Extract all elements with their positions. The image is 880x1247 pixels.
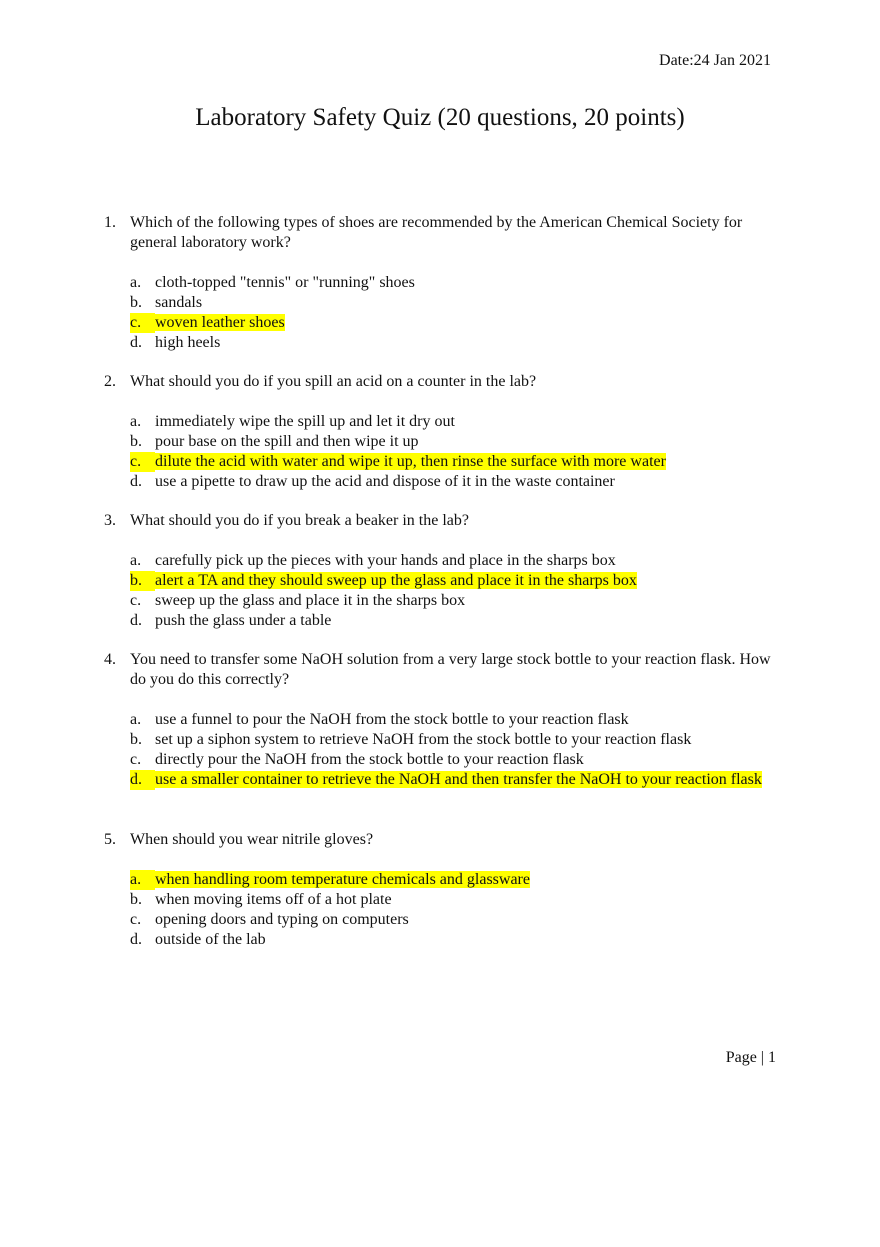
option-letter: b. [130,433,142,450]
option-letter: b. [130,571,155,591]
option-text: carefully pick up the pieces with your hands and place in the sharps box [155,552,616,569]
question-stem [104,830,784,850]
answer-option-a [130,412,784,432]
question-text: You need to transfer some NaOH solution from a very large stock bottle to your reaction flask. How do you do this correctly? [130,651,771,688]
option-letter: d. [130,612,142,629]
option-letter: d. [130,334,142,351]
answer-options [104,273,784,353]
answer-options [104,412,784,492]
option-text: cloth-topped "tennis" or "running" shoes [155,274,415,291]
question-text: What should you do if you break a beaker in the lab? [130,512,469,529]
answer-options [104,551,784,631]
answer-option-d [130,472,784,492]
option-letter: d. [130,770,155,790]
option-text: when handling room temperature chemicals and glassware [155,871,530,888]
option-text: outside of the lab [155,931,266,948]
question-stem [104,213,784,253]
option-letter: c. [130,313,155,333]
answer-option-b [130,432,784,452]
option-text: pour base on the spill and then wipe it up [155,433,419,450]
answer-options [104,870,784,950]
answer-option-d [130,333,784,353]
option-letter: d. [130,931,142,948]
option-letter: c. [130,911,142,928]
option-letter: a. [130,274,142,291]
option-letter: a. [130,552,142,569]
option-letter: d. [130,473,142,490]
question-text: Which of the following types of shoes are recommended by the American Chemical Society for general laboratory work? [130,214,743,251]
document-date: Date:24 Jan 2021 [659,52,771,69]
answer-option-d [130,930,784,950]
option-text: when moving items off of a hot plate [155,891,392,908]
question-1 [104,213,784,353]
option-text: directly pour the NaOH from the stock bottle to your reaction flask [155,751,584,768]
option-letter: a. [130,711,142,728]
option-text: alert a TA and they should sweep up the glass and place it in the sharps box [155,572,637,589]
option-letter: a. [130,870,155,890]
question-3 [104,511,784,631]
question-number: 2. [104,373,116,390]
option-letter: c. [130,751,142,768]
answer-option-a [130,273,784,293]
answer-option-d [130,611,784,631]
question-stem [104,650,784,690]
question-text: What should you do if you spill an acid on a counter in the lab? [130,373,537,390]
option-text: opening doors and typing on computers [155,911,409,928]
question-stem [104,372,784,392]
question-number: 5. [104,831,116,848]
question-number: 1. [104,214,116,231]
option-text: sandals [155,294,203,311]
page-title: Laboratory Safety Quiz (20 questions, 20 points) [195,104,685,131]
option-text: push the glass under a table [155,612,332,629]
option-letter: b. [130,731,142,748]
option-text: high heels [155,334,221,351]
question-number: 4. [104,651,116,668]
answer-option-a [130,551,784,571]
answer-option-c [130,750,784,770]
answer-option-c-highlighted [130,452,784,472]
answer-option-b [130,293,784,313]
option-text: use a pipette to draw up the acid and dispose of it in the waste container [155,473,615,490]
option-letter: b. [130,294,142,311]
option-letter: c. [130,592,142,609]
option-text: set up a siphon system to retrieve NaOH from the stock bottle to your reaction flask [155,731,692,748]
option-text: sweep up the glass and place it in the sharps box [155,592,466,609]
answer-option-a [130,710,784,730]
answer-option-b [130,730,784,750]
option-letter: b. [130,891,142,908]
answer-option-d-highlighted [130,770,784,790]
option-text: dilute the acid with water and wipe it up, then rinse the surface with more water [155,453,666,470]
question-5 [104,830,784,950]
question-stem [104,511,784,531]
option-text: immediately wipe the spill up and let it dry out [155,413,455,430]
option-letter: c. [130,452,155,472]
option-text: use a funnel to pour the NaOH from the stock bottle to your reaction flask [155,711,629,728]
answer-option-c [130,910,784,930]
page-number: Page | 1 [725,1049,776,1066]
question-2 [104,372,784,492]
option-text: use a smaller container to retrieve the NaOH and then transfer the NaOH to your reaction flask [155,771,762,788]
option-text: woven leather shoes [155,314,285,331]
answer-option-c-highlighted [130,313,784,333]
question-text: When should you wear nitrile gloves? [130,831,374,848]
answer-option-b-highlighted [130,571,784,591]
question-number: 3. [104,512,116,529]
answer-options [104,710,784,790]
answer-option-a-highlighted [130,870,784,890]
option-letter: a. [130,413,142,430]
answer-option-b [130,890,784,910]
answer-option-c [130,591,784,611]
question-4 [104,650,784,790]
